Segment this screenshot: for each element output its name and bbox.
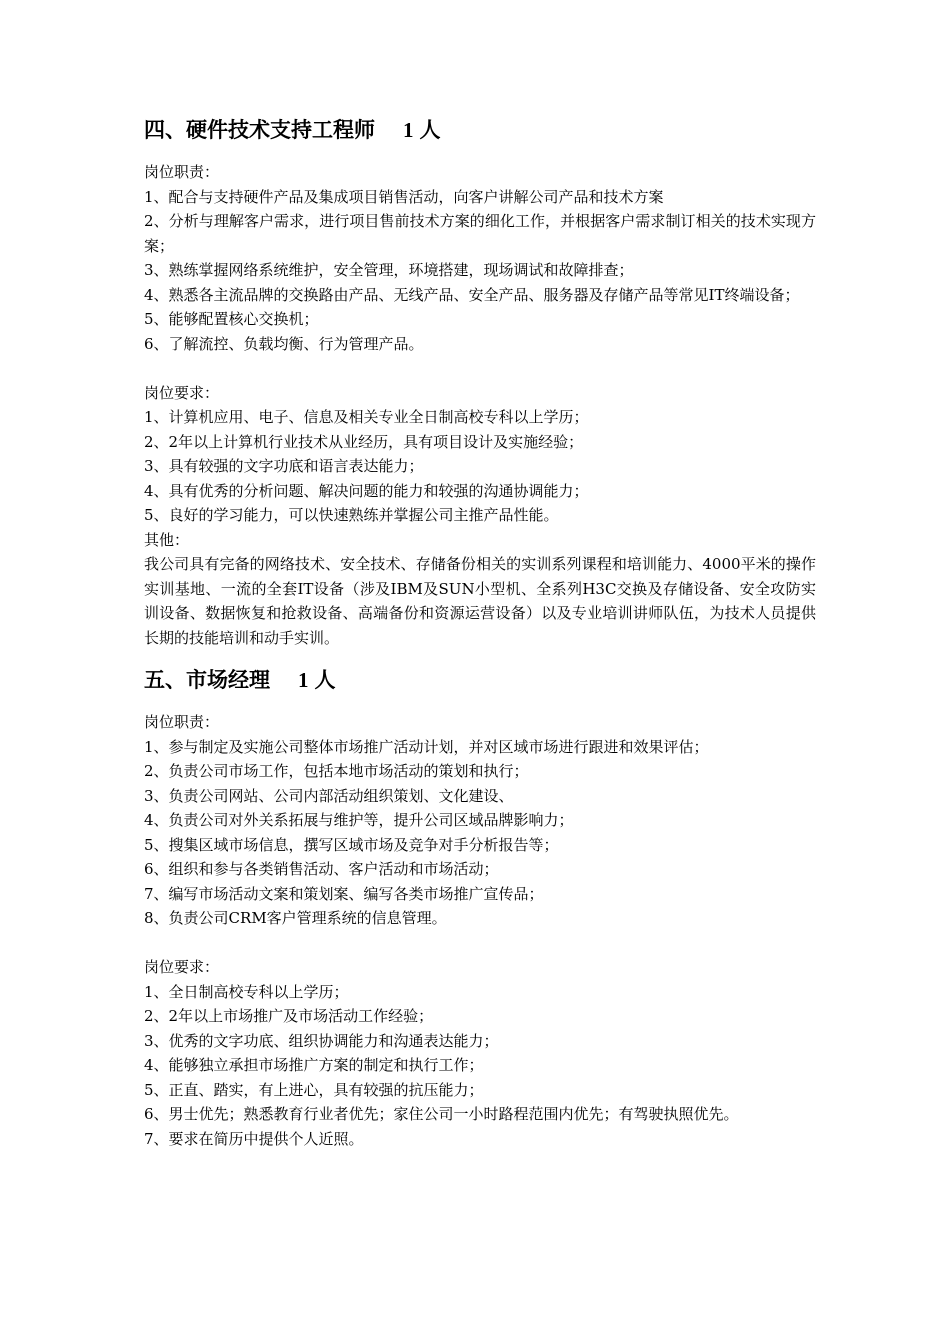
duty-item: 2、分析与理解客户需求，进行项目售前技术方案的细化工作，并根据客户需求制订相关的技术实现方案； xyxy=(144,212,816,255)
duty-item: 1、参与制定及实施公司整体市场推广活动计划，并对区域市场进行跟进和效果评估； xyxy=(144,737,709,756)
section-spacer xyxy=(144,650,816,664)
requirement-item: 6、男士优先；熟悉教育行业者优先；家住公司一小时路程范围内优先；有驾驶执照优先。 xyxy=(144,1105,739,1123)
duty-item: 3、熟练掌握网络系统维护，安全管理，环境搭建，现场调试和故障排查； xyxy=(144,261,634,279)
requirement-item: 1、全日制高校专科以上学历； xyxy=(144,982,349,1001)
duties-label: 岗位职责： xyxy=(144,713,220,731)
section-title xyxy=(144,114,816,146)
duty-item: 7、编写市场活动文案和策划案、编写各类市场推广宣传品； xyxy=(144,884,544,903)
duty-item: 6、组织和参与各类销售活动、客户活动和市场活动； xyxy=(144,860,499,878)
requirement-item: 3、优秀的文字功底、组织协调能力和沟通表达能力； xyxy=(144,1031,499,1050)
requirement-item: 4、具有优秀的分析问题、解决问题的能力和较强的沟通协调能力； xyxy=(144,481,589,500)
duty-item: 6、了解流控、负载均衡、行为管理产品。 xyxy=(144,334,424,353)
duty-item: 4、负责公司对外关系拓展与维护等，提升公司区域品牌影响力； xyxy=(144,811,574,829)
section-title xyxy=(144,664,816,696)
duty-item: 2、负责公司市场工作，包括本地市场活动的策划和执行； xyxy=(144,762,529,780)
other-paragraph: 我公司具有完备的网络技术、安全技术、存储备份相关的实训系列课程和培训能力、4000平米的操作实训基地、一流的全套IT设备（涉及IBM及SUN小型机、全系列H3C交换及存储设备、安全攻防实训设备、数据恢复和抢救设备、高端备份和资源运营设备）以及专业培训讲师队伍，为技术人员提供长期的技能培训和动手实训。 xyxy=(144,555,816,647)
requirements-label: 岗位要求： xyxy=(144,383,220,402)
headcount: 1 xyxy=(298,668,309,692)
requirement-item: 5、正直、踏实，有上进心，具有较强的抗压能力； xyxy=(144,1080,484,1099)
document-page xyxy=(144,114,816,1151)
requirements-label: 岗位要求： xyxy=(144,958,220,976)
spacer xyxy=(144,356,816,381)
requirement-item: 2、2年以上计算机行业技术从业经历，具有项目设计及实施经验； xyxy=(144,432,584,451)
headcount: 1 xyxy=(403,118,414,142)
job-section-marketing-manager xyxy=(144,664,816,1151)
headcount-unit: 人 xyxy=(314,667,336,692)
requirement-item: 3、具有较强的文字功底和语言表达能力； xyxy=(144,457,424,475)
duty-item: 5、能够配置核心交换机； xyxy=(144,310,319,328)
requirement-item: 5、良好的学习能力，可以快速熟练并掌握公司主推产品性能。 xyxy=(144,506,559,524)
requirement-item: 2、2年以上市场推广及市场活动工作经验； xyxy=(144,1007,434,1025)
duty-item: 4、熟悉各主流品牌的交换路由产品、无线产品、安全产品、服务器及存储产品等常见IT终端设备； xyxy=(144,285,800,304)
duty-item: 5、搜集区域市场信息，撰写区域市场及竞争对手分析报告等； xyxy=(144,835,559,854)
duty-item: 3、负责公司网站、公司内部活动组织策划、文化建设、 xyxy=(144,786,514,805)
spacer xyxy=(144,931,816,956)
duties-label: 岗位职责： xyxy=(144,163,220,181)
requirement-item: 4、能够独立承担市场推广方案的制定和执行工作； xyxy=(144,1056,484,1074)
duty-item: 1、配合与支持硬件产品及集成项目销售活动，向客户讲解公司产品和技术方案 xyxy=(144,187,664,206)
requirement-item: 1、计算机应用、电子、信息及相关专业全日制高校专科以上学历； xyxy=(144,408,589,426)
requirement-item: 7、要求在简历中提供个人近照。 xyxy=(144,1129,364,1148)
job-title: 五、市场经理 xyxy=(144,667,270,692)
other-label: 其他： xyxy=(144,530,190,549)
job-title: 四、硬件技术支持工程师 xyxy=(144,117,375,142)
job-section-hardware-engineer xyxy=(144,114,816,650)
duty-item: 8、负责公司CRM客户管理系统的信息管理。 xyxy=(144,909,447,927)
headcount-unit: 人 xyxy=(419,117,441,142)
